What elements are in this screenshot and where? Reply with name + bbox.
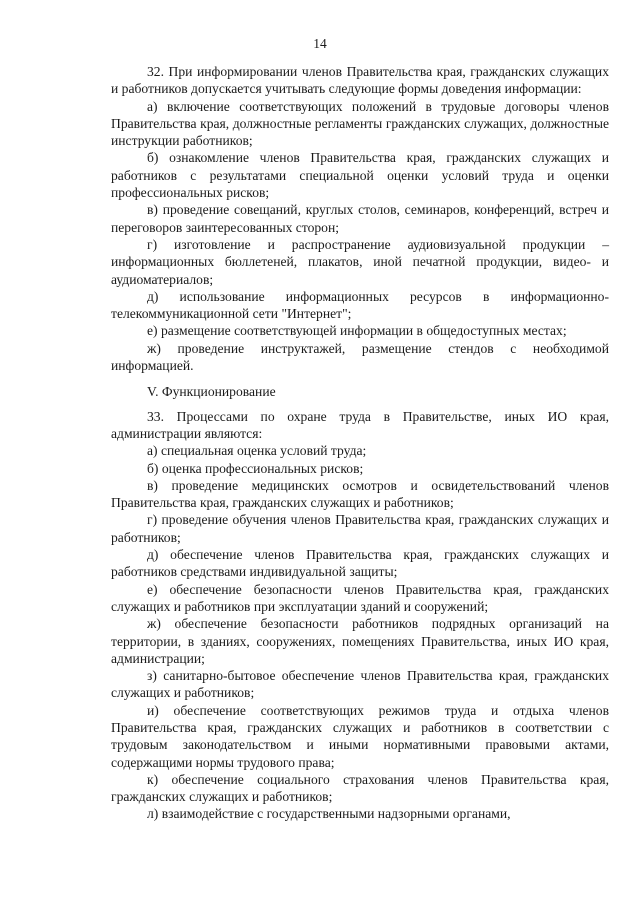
section-32-intro: 32. При информировании членов Правительства края, гражданских служащих и работников допускается учитывать следующие формы доведения информации: (111, 64, 609, 97)
section-33-item-e: е) обеспечение безопасности членов Правительства края, гражданских служащих и работников при эксплуатации зданий и сооружений; (111, 581, 609, 614)
section-33-intro: 33. Процессами по охране труда в Правительстве, иных ИО края, администрации являются: (111, 408, 609, 441)
section-33-item-g: г) проведение обучения членов Правительства края, гражданских служащих и работников; (111, 512, 609, 545)
section-32-item-v: в) проведение совещаний, круглых столов, семинаров, конференций, встреч и переговоров заинтересованных сторон; (111, 202, 609, 235)
section-33-item-a: а) специальная оценка условий труда; (147, 443, 367, 459)
document-body (111, 63, 609, 823)
section-33-item-d: д) обеспечение членов Правительства края, гражданских служащих и работников средствами индивидуальной защиты; (111, 547, 609, 580)
section-33-item-zh: ж) обеспечение безопасности работников подрядных организаций на территории, в зданиях, сооружениях, помещениях Правительства, иных ИО края, администрации; (111, 616, 609, 666)
section-33-item-z: з) санитарно-бытовое обеспечение членов Правительства края, гражданских служащих и работников; (111, 668, 609, 701)
section-32-item-g: г) изготовление и распространение аудиовизуальной продукции – информационных бюллетеней, плакатов, иной печатной продукции, видео- и аудиоматериалов; (111, 236, 609, 287)
section-32-item-d: д) использование информационных ресурсов в информационно-телекоммуникационной сети "Интернет"; (111, 288, 609, 322)
section-32-item-a: а) включение соответствующих положений в трудовые договоры членов Правительства края, должностные регламенты гражданских служащих, должностные инструкции работников; (111, 98, 609, 149)
section-33-item-v: в) проведение медицинских осмотров и освидетельствований членов Правительства края, гражданских служащих и работников; (111, 477, 609, 511)
section-33-item-k: к) обеспечение социального страхования членов Правительства края, гражданских служащих и работников; (111, 771, 609, 805)
section-32-item-e: е) размещение соответствующей информации в общедоступных местах; (147, 323, 567, 339)
section-33-item-i: и) обеспечение соответствующих режимов труда и отдыха членов Правительства края, гражданских служащих и работников в соответствии с трудовым законодательством и иными нормативными правовыми актами, содержащими нормы трудового права; (111, 702, 609, 770)
section-32-item-zh: ж) проведение инструктажей, размещение стендов с необходимой информацией. (111, 340, 609, 374)
section-33-item-b: б) оценка профессиональных рисков; (147, 460, 364, 476)
page-number: 14 (313, 36, 327, 51)
section-33-item-l: л) взаимодействие с государственными надзорными органами, (147, 806, 511, 822)
section-32-item-b: б) ознакомление членов Правительства края, гражданских служащих и работников с результатами специальной оценки условий труда и оценки профессиональных рисков; (111, 150, 609, 201)
section-heading: V. Функционирование (147, 384, 276, 400)
